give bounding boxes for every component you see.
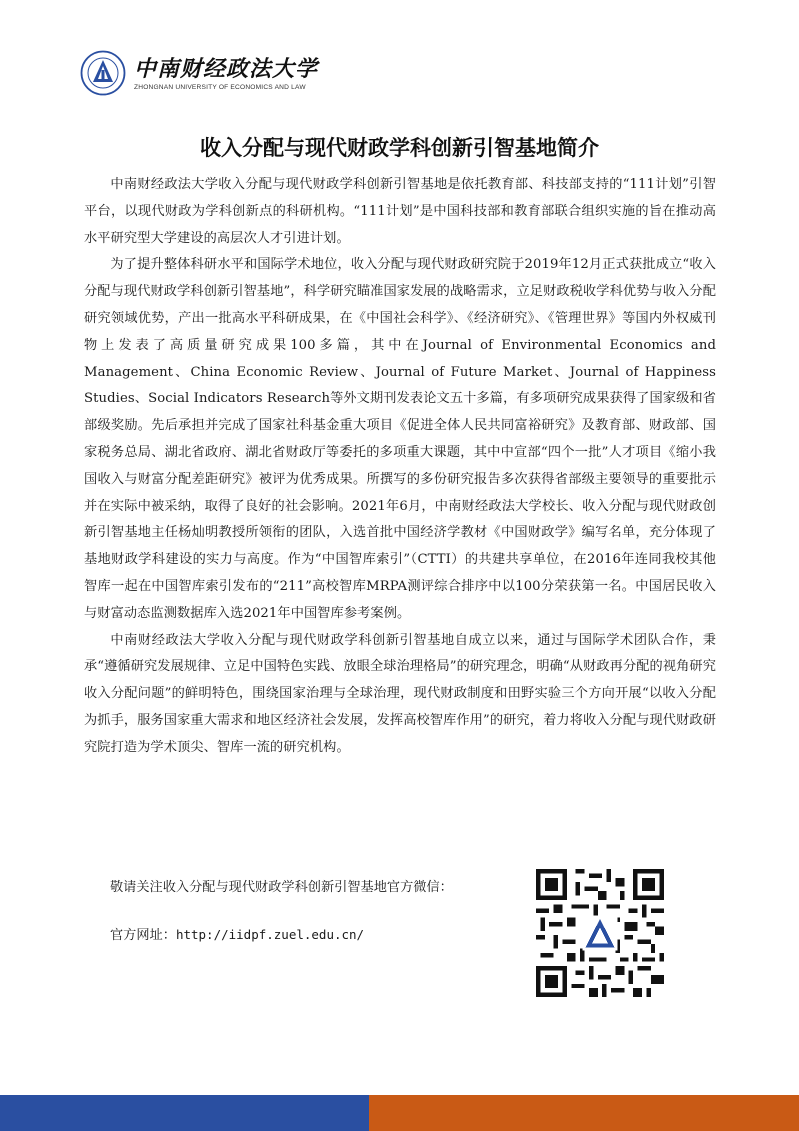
website-label: 官方网址：: [110, 928, 176, 943]
university-seal-icon: [80, 50, 126, 96]
paragraph-achievements: 为了提升整体科研水平和国际学术地位，收入分配与现代财政研究院于2019年12月正式获批成立“收入分配与现代财政学科创新引智基地”，科学研究瞄准国家发展的战略需求，立足财政税收学科优势与收入分配研究领域优势，产出一批高水平科研成果，在《中国社会科学》、《经济研究》、《管理世界》等国内外权威刊物上发表了高质量研究成果100多篇，其中在Journal of Environmental Economics and Management、China Economic Review、Journal of Future Market、Journal of Happiness Studies、Social Indicators Research等外文期刊发表论文五十多篇，有多项研究成果获得了国家级和省部级奖励。先后承担并完成了国家社科基金重大项目《促进全体人民共同富裕研究》及教育部、财政部、国家税务总局、湖北省政府、湖北省财政厅等委托的多项重大课题，其中中宣部“四个一批”人才项目《缩小我国收入与财富分配差距研究》被评为优秀成果。所撰写的多份研究报告多次获得省部级主要领导的重要批示并在实际中被采纳，取得了良好的社会影响。2021年6月，中南财经政法大学校长、收入分配与现代财政创新引智基地主任杨灿明教授所领衔的团队，入选首批中国经济学教材《中国财政学》编写名单，充分体现了基地财政学科建设的实力与高度。作为“中国智库索引”（CTTI）的共建共享单位，在2016年连同我校其他智库一起在中国智库索引发布的“211”高校智库MRPA测评综合排序中以100分荣获第一名。中国居民收入与财富动态监测数据库入选2021年中国智库参考案例。: [84, 257, 716, 621]
document-body: [84, 172, 716, 762]
website-link[interactable]: http://iidpf.zuel.edu.cn/: [175, 927, 365, 942]
website-line: [110, 924, 364, 943]
paragraph-intro: 中南财经政法大学收入分配与现代财政学科创新引智基地是依托教育部、科技部支持的“111计划”引智平台，以现代财政为学科创新点的科研机构。“111计划”是中国科技部和教育部联合组织实施的旨在推动高水平研究型大学建设的高层次人才引进计划。: [84, 177, 716, 246]
paragraph-mission: 中南财经政法大学收入分配与现代财政学科创新引智基地自成立以来，通过与国际学术团队合作，秉承“遵循研究发展规律、立足中国特色实践、放眼全球治理格局”的研究理念，明确“从财政再分配的视角研究收入分配问题”的鲜明特色，围绕国家治理与全球治理，现代财政制度和田野实验三个方向开展“以收入分配为抓手，服务国家重大需求和地区经济社会发展，发挥高校智库作用”的研究，着力将收入分配与现代财政研究院打造为学术顶尖、智库一流的研究机构。: [84, 632, 716, 755]
page-title: 收入分配与现代财政学科创新引智基地简介: [200, 136, 599, 160]
footer-blue-band: [0, 1095, 400, 1131]
footer-orange-band: [369, 1095, 799, 1131]
wechat-qr-code-icon: [536, 869, 664, 997]
logo-english-name: ZHONGNAN UNIVERSITY OF ECONOMICS AND LAW: [134, 83, 306, 91]
header: [80, 48, 318, 98]
logo-chinese-name: 中南财经政法大学: [134, 55, 319, 82]
follow-wechat-text: 敬请关注收入分配与现代财政学科创新引智基地官方微信：: [110, 880, 453, 895]
brand: [134, 56, 318, 91]
